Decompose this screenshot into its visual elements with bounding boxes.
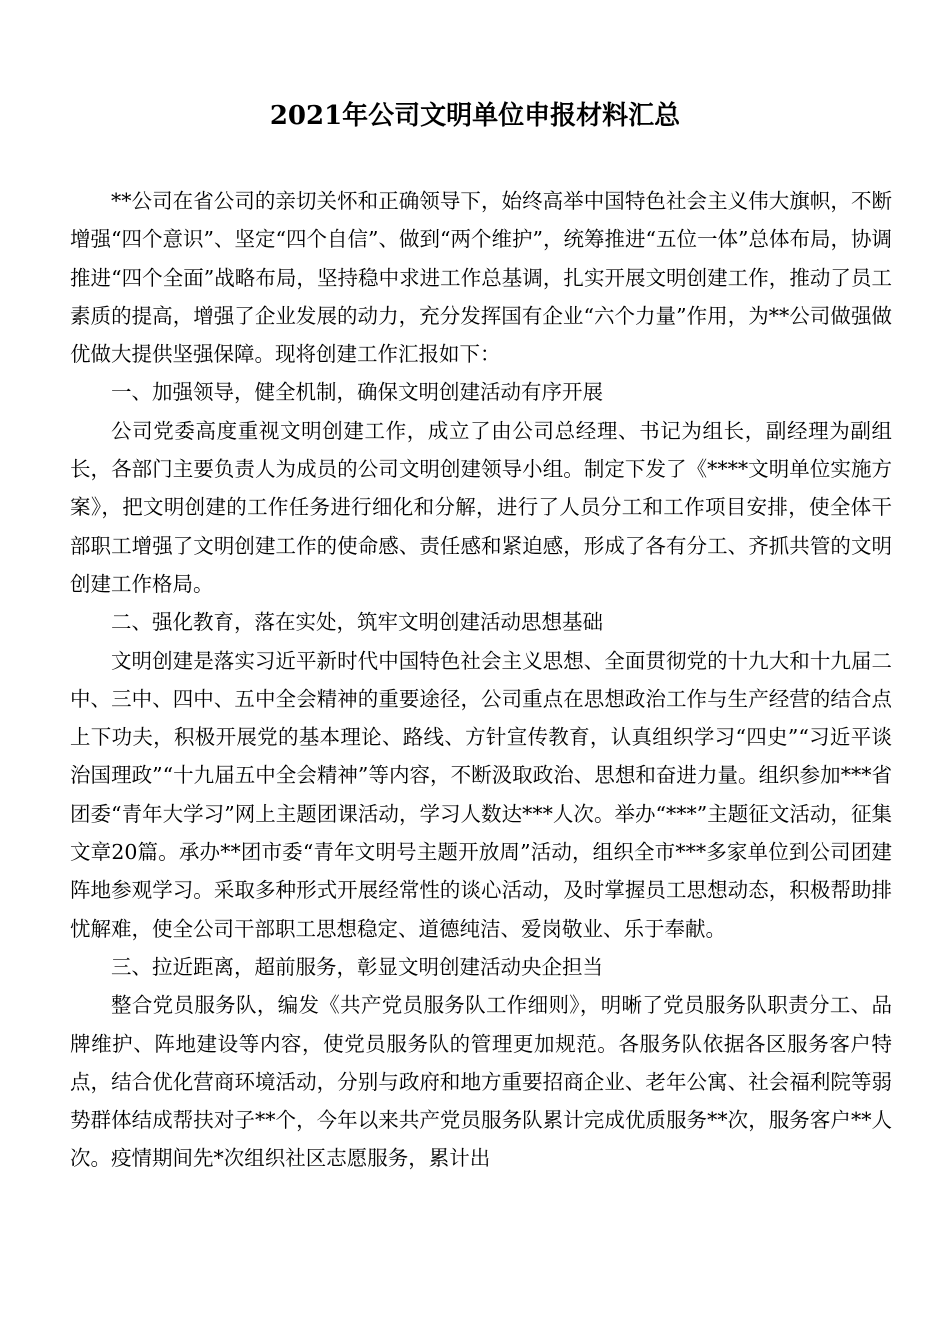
intro-paragraph: **公司在省公司的亲切关怀和正确领导下，始终高举中国特色社会主义伟大旗帜，不断增强“四个意识”、坚定“四个自信”、做到“两个维护”，统筹推进“五位一体”总体布局，协调推进“四个全面”战略布局，坚持稳中求进工作总基调，扎实开展文明创建工作，推动了员工素质的提高，增强了企业发展的动力，充分发挥国有企业“六个力量”作用，为**公司做强做优做大提供坚强保障。现将创建工作汇报如下： <box>70 189 892 367</box>
section-heading-1: 一、加强领导，健全机制，确保文明创建活动有序开展 <box>111 380 603 405</box>
section-paragraph-2: 文明创建是落实习近平新时代中国特色社会主义思想、全面贯彻党的十九大和十九届二中、三中、四中、五中全会精神的重要途径，公司重点在思想政治工作与生产经营的结合点上下功夫，积极开展党的基本理论、路线、方针宣传教育，认真组织学习“四史”“习近平谈治国理政”“十九届五中全会精神”等内容，不断汲取政治、思想和奋进力量。组织参加***省团委“青年大学习”网上主题团课活动，学习人数达***人次。举办“***”主题征文活动，征集文章20篇。承办**团市委“青年文明号主题开放周”活动，组织全市***多家单位到公司团建阵地参观学习。采取多种形式开展经常性的谈心活动，及时掌握员工思想动态，积极帮助排忧解难，使全公司干部职工思想稳定、道德纯洁、爱岗敬业、乐于奉献。 <box>70 648 892 941</box>
section-paragraph-1: 公司党委高度重视文明创建工作，成立了由公司总经理、书记为组长，副经理为副组长，各部门主要负责人为成员的公司文明创建领导小组。制定下发了《****文明单位实施方案》，把文明创建的工作任务进行细化和分解，进行了人员分工和工作项目安排，使全体干部职工增强了文明创建工作的使命感、责任感和紧迫感，形成了各有分工、齐抓共管的文明创建工作格局。 <box>70 418 892 596</box>
section-paragraph-3: 整合党员服务队，编发《共产党员服务队工作细则》，明晰了党员服务队职责分工、品牌维护、阵地建设等内容，使党员服务队的管理更加规范。各服务队依据各区服务客户特点，结合优化营商环境活动，分别与政府和地方重要招商企业、老年公寓、社会福利院等弱势群体结成帮扶对子**个，今年以来共产党员服务队累计完成优质服务**次，服务客户**人次。疫情期间先*次组织社区志愿服务，累计出 <box>70 993 892 1171</box>
section-heading-3: 三、拉近距离，超前服务，彰显文明创建活动央企担当 <box>111 954 603 979</box>
section-heading-2: 二、强化教育，落在实处，筑牢文明创建活动思想基础 <box>111 610 603 635</box>
document-title: 2021年公司文明单位申报材料汇总 <box>269 101 681 131</box>
document-body <box>70 182 892 1178</box>
